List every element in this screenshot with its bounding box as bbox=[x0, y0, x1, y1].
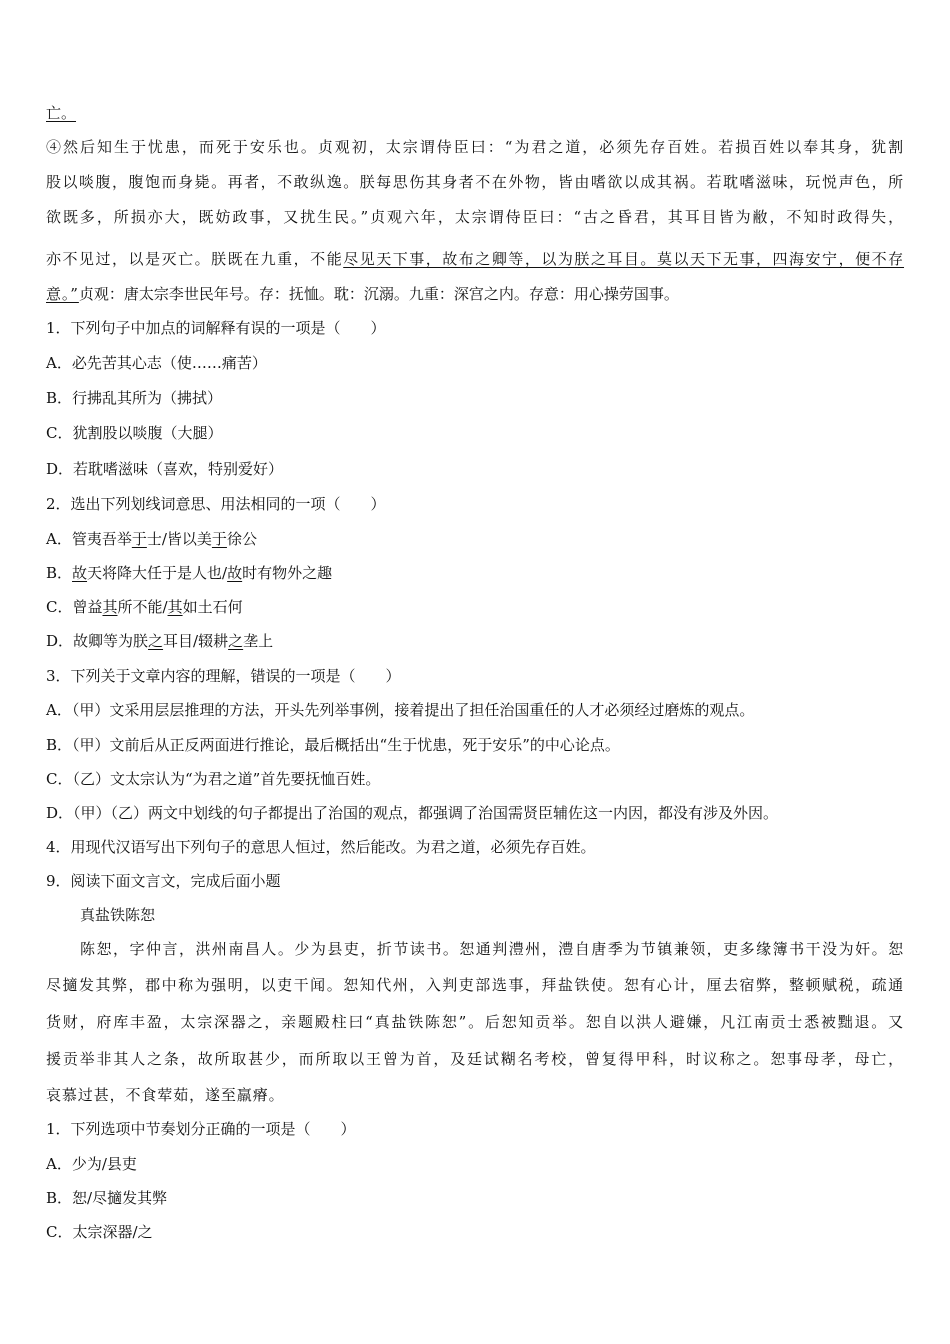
q2-c-text-3: 如土石何 bbox=[182, 598, 243, 616]
q9-passage-title: 真盐铁陈恕 bbox=[80, 906, 156, 924]
passage-b-line-4 bbox=[46, 249, 904, 269]
q2-a-text-2: 士/皆以美 bbox=[146, 530, 212, 548]
q2-a-text-3: 徐公 bbox=[226, 530, 257, 548]
q9-passage-line-2: 尽擿发其弊，郡中称为强明，以吏干闻。恕知代州，入判吏部选事，拜盐铁使。恕有心计，厘去宿弊，整顿赋税，疏通 bbox=[46, 976, 904, 994]
passage-b-line-3: 欲既多，所损亦大，既妨政事，又扰生民。”贞观六年，太宗谓侍臣曰：“古之昏君，其耳目皆为敝，不知时政得失， bbox=[46, 208, 904, 226]
q1-option-d: D．若耽嗜滋味（喜欢，特别爱好） bbox=[46, 460, 284, 478]
q2-b-underlined-1: 故 bbox=[72, 564, 88, 582]
q2-a-underlined-1: 于 bbox=[131, 530, 147, 548]
q9-1-option-b: B．恕/尽擿发其弊 bbox=[46, 1189, 168, 1207]
q1-option-b: B．行拂乱其所为（拂拭） bbox=[46, 389, 223, 407]
q9-passage-line-3: 货财，府库丰盈，太宗深器之，亲题殿柱曰“真盐铁陈恕”。后恕知贡举。恕自以洪人避嫌，凡江南贡士悉被黜退。又 bbox=[46, 1013, 904, 1031]
passage-b-line-4-plain: 亦不见过，以是灭亡。朕既在九重，不能 bbox=[46, 250, 344, 268]
passage-b-line-5 bbox=[46, 284, 679, 304]
q2-c-text-2: 所不能/ bbox=[117, 598, 168, 616]
q9-1-option-a: A．少为/县吏 bbox=[46, 1155, 137, 1173]
q2-d-text-1: D．故卿等为朕 bbox=[46, 632, 149, 650]
q3-option-c: C．（乙）文太宗认为“为君之道”首先要抚恤百姓。 bbox=[46, 770, 381, 788]
q9-intro: 9．阅读下面文言文，完成后面小题 bbox=[46, 872, 281, 890]
q2-d-underlined-1: 之 bbox=[148, 632, 164, 650]
passage-b-underlined-end: 意。” bbox=[46, 285, 79, 303]
passage-b-underlined-sentence: 尽见天下事，故布之卿等，以为朕之耳目。莫以天下无事，四海安宁，便不存 bbox=[343, 250, 905, 268]
q4-stem: 4．用现代汉语写出下列句子的意思人恒过，然后能改。为君之道，必须先存百姓。 bbox=[46, 838, 596, 856]
q9-passage-line-4: 援贡举非其人之条，故所取甚少，而所取以王曾为首，及廷试糊名考校，曾复得甲科，时议称之。恕事母孝，母亡， bbox=[46, 1050, 904, 1068]
q2-d-underlined-2: 之 bbox=[228, 632, 244, 650]
q2-stem: 2．选出下列划线词意思、用法相同的一项（ ） bbox=[46, 495, 386, 513]
q2-c-underlined-2: 其 bbox=[167, 598, 183, 616]
q2-option-d bbox=[46, 631, 273, 651]
q2-b-text-2: 天将降大任于是人也/ bbox=[87, 564, 228, 582]
q2-a-text-1: A．管夷吾举 bbox=[46, 530, 132, 548]
q2-option-a bbox=[46, 529, 257, 549]
passage-b-line-1: ④然后知生于忧患，而死于安乐也。贞观初，太宗谓侍臣曰：“为君之道，必须先存百姓。若损百姓以奉其身，犹割 bbox=[46, 138, 904, 156]
q3-stem: 3．下列关于文章内容的理解，错误的一项是（ ） bbox=[46, 667, 401, 685]
passage-b-line-2: 股以啖腹，腹饱而身毙。再者，不敢纵逸。朕每思伤其身者不在外物，皆由嗜欲以成其祸。若耽嗜滋味，玩悦声色，所 bbox=[46, 173, 904, 191]
q2-option-c bbox=[46, 597, 243, 617]
q2-b-underlined-2: 故 bbox=[227, 564, 243, 582]
passage-b-notes: 贞观：唐太宗李世民年号。存：抚恤。耽：沉溺。九重：深宫之内。存意：用心操劳国事。 bbox=[78, 285, 679, 303]
q9-passage-line-1: 陈恕，字仲言，洪州南昌人。少为县吏，折节读书。恕通判澧州，澧自唐季为节镇兼领，吏多缘簿书干没为奸。恕 bbox=[80, 940, 904, 958]
q2-c-underlined-1: 其 bbox=[102, 598, 118, 616]
passage-tail: 亡。 bbox=[46, 104, 77, 122]
q2-b-text-1: B． bbox=[46, 564, 73, 582]
q1-option-c: C．犹割股以啖腹（大腿） bbox=[46, 424, 223, 442]
q9-1-stem: 1．下列选项中节奏划分正确的一项是（ ） bbox=[46, 1120, 356, 1138]
q2-a-underlined-2: 于 bbox=[211, 530, 227, 548]
q2-d-text-2: 耳目/辍耕 bbox=[163, 632, 229, 650]
q2-d-text-3: 垄上 bbox=[243, 632, 274, 650]
q2-b-text-3: 时有物外之趣 bbox=[242, 564, 333, 582]
q3-option-b: B．（甲）文前后从正反两面进行推论，最后概括出“生于忧患，死于安乐”的中心论点。 bbox=[46, 736, 620, 754]
q9-passage-line-5: 哀慕过甚，不食荤茹，遂至羸瘠。 bbox=[46, 1086, 285, 1104]
q2-option-b bbox=[46, 563, 332, 583]
q3-option-d: D．（甲）（乙）两文中划线的句子都提出了治国的观点，都强调了治国需贤臣辅佐这一内因，都没有涉及外因。 bbox=[46, 804, 779, 822]
q2-c-text-1: C．曾益 bbox=[46, 598, 103, 616]
q3-option-a: A．（甲）文采用层层推理的方法，开头先列举事例，接着提出了担任治国重任的人才必须经过磨炼的观点。 bbox=[46, 701, 755, 719]
q1-option-a: A．必先苦其心志（使……痛苦） bbox=[46, 354, 267, 372]
q9-1-option-c: C．太宗深器/之 bbox=[46, 1223, 153, 1241]
q1-stem: 1．下列句子中加点的词解释有误的一项是（ ） bbox=[46, 319, 386, 337]
